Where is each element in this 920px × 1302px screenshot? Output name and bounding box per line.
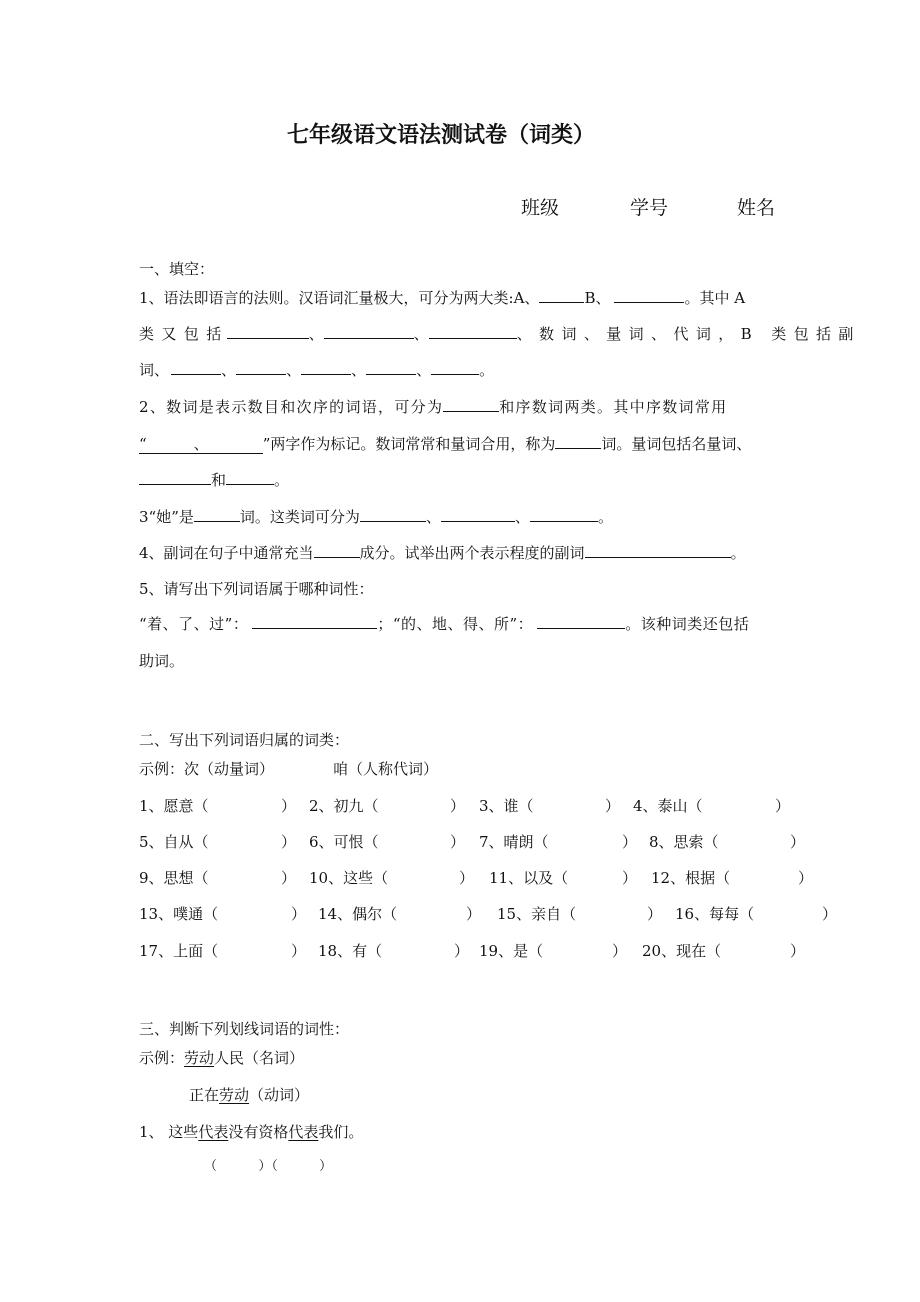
blank-b[interactable] <box>614 288 684 303</box>
separator: 、 <box>413 325 429 343</box>
word-item: 4、泰山（ <box>633 797 703 815</box>
q5-line2 <box>139 614 749 634</box>
q2-line1 <box>139 397 727 417</box>
info-field-student-number: 学号 <box>630 197 669 219</box>
blank-b2[interactable] <box>236 360 286 375</box>
word-item: 1、愿意（ <box>139 797 209 815</box>
q5-line3: 助词。 <box>139 652 185 670</box>
word-item: 12、根据（ <box>651 869 731 887</box>
word-item: 19、是（ <box>479 942 544 960</box>
blank-quantity[interactable] <box>555 434 601 449</box>
answer-close-paren[interactable]: ） <box>605 797 621 815</box>
answer-close-paren[interactable]: ） <box>798 869 814 887</box>
separator: 、 <box>514 508 530 526</box>
q3-text-a: 3“她”是 <box>139 508 194 526</box>
word-item: 20、现在（ <box>642 942 722 960</box>
blank-a1[interactable] <box>227 324 309 339</box>
word-item: 7、晴朗（ <box>479 833 549 851</box>
q4-text-a: 4、副词在句子中通常充当 <box>139 544 314 562</box>
ordinal-marker-blank[interactable] <box>139 435 263 454</box>
example-prefix: 正在 <box>189 1086 220 1104</box>
q2-text-c: ”两字作为标记。数词常常和量词合用，称为 <box>262 435 556 453</box>
blank-b1[interactable] <box>171 360 221 375</box>
blank-a[interactable] <box>539 288 584 303</box>
blank-p2[interactable] <box>441 507 515 522</box>
period: 。 <box>479 361 495 379</box>
section3-heading: 三、判断下列划线词语的词性： <box>139 1020 350 1038</box>
blank-degree-adverbs[interactable] <box>585 543 731 558</box>
blank-b5[interactable] <box>431 360 479 375</box>
section2-example-1: 示例：次（动量词） <box>139 760 275 778</box>
q1-line2-a: 类又包括 <box>139 325 229 343</box>
q5-text-a: “着、了、过”： <box>139 615 249 633</box>
q2-text-d: 词。量词包括名量词、 <box>601 435 752 453</box>
blank-b3[interactable] <box>301 360 351 375</box>
info-field-class: 班级 <box>521 197 560 219</box>
word-item: 8、思索（ <box>649 833 719 851</box>
open-quote: “ <box>139 435 147 453</box>
separator: 、 <box>308 325 324 343</box>
answer-close-paren[interactable]: ） <box>281 869 297 887</box>
period: 。 <box>597 508 613 526</box>
q5-line1: 5、请写出下列词语属于哪种词性： <box>139 580 374 598</box>
separator: 、 <box>286 361 302 379</box>
answer-close-paren[interactable]: ） <box>622 833 638 851</box>
blank-p3[interactable] <box>530 507 598 522</box>
question-text: 没有资格 <box>228 1123 289 1141</box>
q5-text-c: 。该种词类还包括 <box>625 615 750 633</box>
answer-close-paren[interactable]: ） <box>450 833 466 851</box>
blank-a3[interactable] <box>429 324 517 339</box>
word-item: 16、每每（ <box>675 905 755 923</box>
period: 。 <box>730 544 746 562</box>
answer-close-paren[interactable]: ） <box>450 797 466 815</box>
answer-close-paren[interactable]: ） <box>291 905 307 923</box>
word-item: 18、有（ <box>318 942 383 960</box>
word-item: 2、初九（ <box>309 797 379 815</box>
word-item: 9、思想（ <box>139 869 209 887</box>
q2-text-a: 2、数词是表示数目和次序的词语，可分为 <box>139 398 444 416</box>
q1-text-b: B、 <box>584 289 611 307</box>
blank-cardinal[interactable] <box>443 397 499 412</box>
word-item: 11、以及（ <box>489 869 569 887</box>
blank-a2[interactable] <box>324 324 414 339</box>
q3-line <box>139 507 613 527</box>
section1-heading: 一、填空： <box>139 260 215 278</box>
page-title: 七年级语文语法测试卷（词类） <box>287 122 596 148</box>
q4-line <box>139 543 746 563</box>
answer-close-paren[interactable]: ） <box>291 942 307 960</box>
word-item: 3、谁（ <box>479 797 534 815</box>
q1-line3 <box>139 360 494 380</box>
section2-heading: 二、写出下列词语归属的词类： <box>139 731 350 749</box>
blank-measure-2[interactable] <box>226 470 274 485</box>
q2-line3 <box>139 470 289 490</box>
word-item: 6、可恨（ <box>309 833 379 851</box>
answer-close-paren[interactable]: ） <box>612 942 628 960</box>
underlined-word: 劳动 <box>184 1049 215 1067</box>
separator: 、 <box>351 361 367 379</box>
section2-example-2: 咱（人称代词） <box>333 760 439 778</box>
info-field-name: 姓名 <box>737 197 776 219</box>
separator: 、 <box>221 361 237 379</box>
period: 。 <box>274 471 290 489</box>
answer-close-paren[interactable]: ） <box>790 833 806 851</box>
answer-close-paren[interactable]: ） <box>466 905 482 923</box>
blank-component[interactable] <box>314 543 360 558</box>
word-item: 10、这些（ <box>309 869 389 887</box>
q1-line1 <box>139 288 745 308</box>
blank-pronoun[interactable] <box>194 507 240 522</box>
answer-close-paren[interactable]: ） <box>790 942 806 960</box>
q1-line3-a: 词、 <box>139 361 170 379</box>
section3-example-2 <box>189 1085 309 1105</box>
answer-close-paren[interactable]: ） <box>622 869 638 887</box>
underlined-word: 代表 <box>198 1123 229 1141</box>
answer-close-paren[interactable]: ） <box>454 942 470 960</box>
underlined-word: 劳动 <box>219 1086 250 1104</box>
answer-close-paren[interactable]: ） <box>775 797 791 815</box>
answer-close-paren[interactable]: ） <box>281 833 297 851</box>
blank-measure-1[interactable] <box>139 470 211 485</box>
word-item: 17、上面（ <box>139 942 219 960</box>
separator: 、 <box>193 435 209 453</box>
word-item: 14、偶尔（ <box>318 905 398 923</box>
blank-p1[interactable] <box>360 507 426 522</box>
word-item: 15、亲自（ <box>497 905 577 923</box>
blank-particle-1[interactable] <box>252 614 377 629</box>
and-text: 和 <box>211 471 227 489</box>
q5-text-b: ；“的、地、得、所”： <box>377 615 534 633</box>
q1-text-a: 1、语法即语言的法则。汉语词汇量极大，可分为两大类:A、 <box>139 289 540 307</box>
example-answer: 人民（名词） <box>214 1049 305 1067</box>
answer-close-paren[interactable]: ） <box>647 905 663 923</box>
word-item: 13、噗通（ <box>139 905 219 923</box>
separator: 、 <box>425 508 441 526</box>
example-answer: （动词） <box>249 1086 310 1104</box>
section3-example-1 <box>139 1048 304 1068</box>
answer-close-paren[interactable]: ） <box>459 869 475 887</box>
q3-text-b: 词。这类词可分为 <box>239 508 360 526</box>
question-text: 1、 这些 <box>139 1123 199 1141</box>
q1-line2 <box>139 324 861 344</box>
q1-text-c: 。其中 A <box>684 289 746 307</box>
question-text: 我们。 <box>318 1123 364 1141</box>
blank-particle-2[interactable] <box>537 614 625 629</box>
word-item: 5、自从（ <box>139 833 209 851</box>
answer-close-paren[interactable]: ） <box>822 905 838 923</box>
blank-b4[interactable] <box>366 360 416 375</box>
section3-answer-blanks[interactable]: （ ）（ ） <box>204 1159 333 1174</box>
q2-line2 <box>139 434 751 454</box>
underlined-word: 代表 <box>288 1123 319 1141</box>
section3-question-1 <box>139 1122 363 1142</box>
q2-text-b: 和序数词两类。其中序数词常用 <box>499 398 728 416</box>
example-prefix: 示例： <box>139 1049 185 1067</box>
separator: 、 <box>416 361 432 379</box>
q4-text-b: 成分。试举出两个表示程度的副词 <box>359 544 585 562</box>
q1-line2-b: 、数词、量词、代词，B 类包括副 <box>516 325 861 343</box>
answer-close-paren[interactable]: ） <box>281 797 297 815</box>
